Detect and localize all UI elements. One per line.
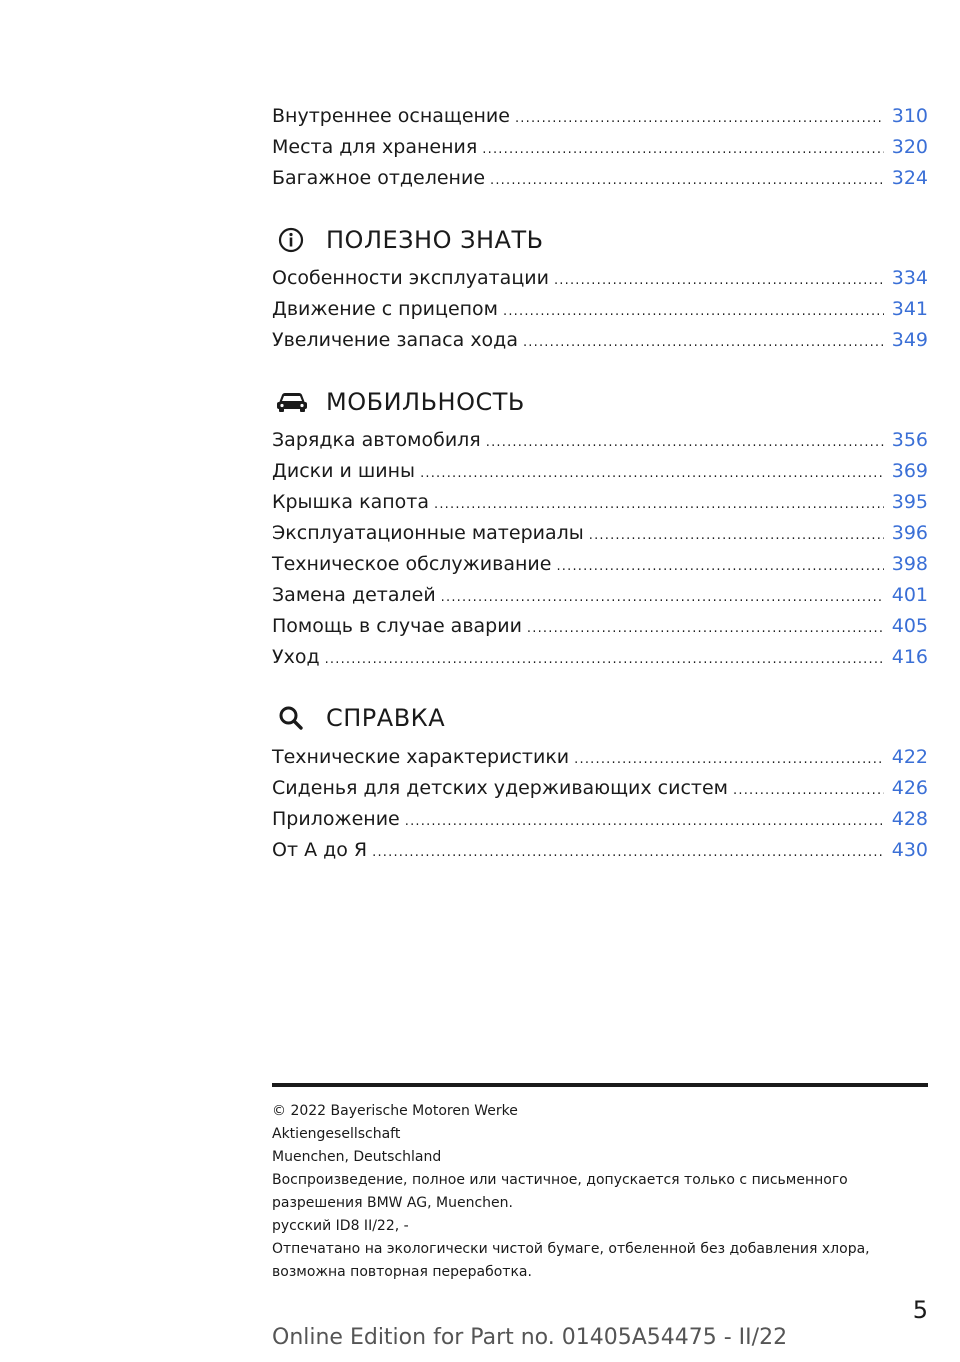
toc-entry-page[interactable]: 369 [891,460,928,482]
section-heading-useful [272,220,544,260]
toc-entry-title: Сиденья для детских удерживающих систем [272,777,729,799]
toc-entry-page[interactable]: 422 [891,746,928,768]
leader-dots [556,552,884,582]
toc-entry-title: Техническое обслуживание [272,553,552,575]
toc-entry[interactable] [272,804,928,834]
imprint-line: © 2022 Bayerische Motoren Werke [272,1103,518,1119]
toc-entry-title: Движение с прицепом [272,298,499,320]
toc-entry-title: Багажное отделение [272,167,486,189]
page-number: 5 [912,1296,928,1324]
section-title: МОБИЛЬНОСТЬ [326,388,525,416]
toc-entry[interactable] [272,425,928,455]
imprint-line: разрешения BMW AG, Muenchen. [272,1195,513,1211]
toc-entry-page[interactable]: 349 [891,329,928,351]
toc-entry[interactable] [272,518,928,548]
toc-entry[interactable] [272,101,928,131]
toc-entry-title: Помощь в случае аварии [272,615,522,637]
toc-entry[interactable] [272,163,928,193]
toc-entry-page[interactable]: 398 [891,553,928,575]
toc-entry-page[interactable]: 405 [891,615,928,637]
imprint-line: Отпечатано на экологически чистой бумаге, отбеленной без добавления хлора, [272,1241,870,1257]
toc-entry-page[interactable]: 341 [891,298,928,320]
toc-entry[interactable] [272,773,928,803]
toc-entry-page[interactable]: 416 [891,646,928,668]
toc-entry-page[interactable]: 396 [891,522,928,544]
imprint-line: Muenchen, Deutschland [272,1149,442,1165]
imprint-line: Воспроизведение, полное или частичное, допускается только с письменного [272,1172,848,1188]
section-heading-mobility [272,382,525,422]
toc-entry-page[interactable]: 426 [891,777,928,799]
toc-entry-title: Диски и шины [272,460,416,482]
toc-entry[interactable] [272,549,928,579]
edition-watermark: Online Edition for Part no. 01405A54475 - II/22 [272,1325,788,1350]
leader-dots [441,583,884,613]
toc-entry-page[interactable]: 395 [891,491,928,513]
toc-entry-title: Места для хранения [272,136,478,158]
leader-dots [325,645,884,675]
toc-entry-page[interactable]: 324 [891,167,928,189]
toc-entry-title: Уход [272,646,320,668]
leader-dots [490,166,884,196]
leader-dots [420,459,884,489]
footer-divider [272,1083,928,1087]
leader-dots [574,745,884,775]
toc-entry[interactable] [272,742,928,772]
info-icon [276,225,314,255]
toc-entry-title: Приложение [272,808,400,830]
leader-dots [554,266,884,296]
toc-entry-title: От А до Я [272,839,368,861]
toc-entry-page[interactable]: 320 [891,136,928,158]
leader-dots [482,135,884,165]
search-icon [276,703,314,733]
leader-dots [589,521,884,551]
toc-entry[interactable] [272,580,928,610]
toc-entry-page[interactable]: 428 [891,808,928,830]
toc-entry-title: Особенности эксплуатации [272,267,549,289]
leader-dots [405,807,884,837]
imprint-line: Aktiengesellschaft [272,1126,401,1142]
toc-entry-page[interactable]: 430 [891,839,928,861]
toc-entry-page[interactable]: 356 [891,429,928,451]
leader-dots [515,104,884,134]
footer-imprint [272,1100,928,1284]
toc-entry[interactable] [272,132,928,162]
toc-entry[interactable] [272,835,928,865]
section-title: ПОЛЕЗНО ЗНАТЬ [326,226,544,254]
toc-entry-page[interactable]: 334 [891,267,928,289]
leader-dots [372,838,884,868]
toc-entry[interactable] [272,487,928,517]
toc-entry[interactable] [272,294,928,324]
car-icon [276,387,314,417]
toc-entry[interactable] [272,611,928,641]
toc-entry-page[interactable]: 310 [891,105,928,127]
toc-entry-title: Эксплуатационные материалы [272,522,584,544]
toc-entry[interactable] [272,263,928,293]
imprint-line: возможна повторная переработка. [272,1264,532,1280]
toc-entry-title: Внутреннее оснащение [272,105,510,127]
section-title: СПРАВКА [326,704,446,732]
leader-dots [486,428,884,458]
toc-entry-title: Замена деталей [272,584,436,606]
toc-entry-title: Увеличение запаса хода [272,329,518,351]
toc-entry[interactable] [272,456,928,486]
leader-dots [434,490,884,520]
toc-entry-title: Зарядка автомобиля [272,429,481,451]
leader-dots [527,614,884,644]
section-heading-reference [272,698,445,738]
leader-dots [503,297,884,327]
leader-dots [523,328,884,358]
leader-dots [733,776,884,806]
toc-entry[interactable] [272,642,928,672]
toc-entry-page[interactable]: 401 [891,584,928,606]
toc-entry-title: Крышка капота [272,491,429,513]
toc-entry[interactable] [272,325,928,355]
imprint-line: русский ID8 II/22, - [272,1218,409,1234]
toc-entry-title: Технические характеристики [272,746,570,768]
